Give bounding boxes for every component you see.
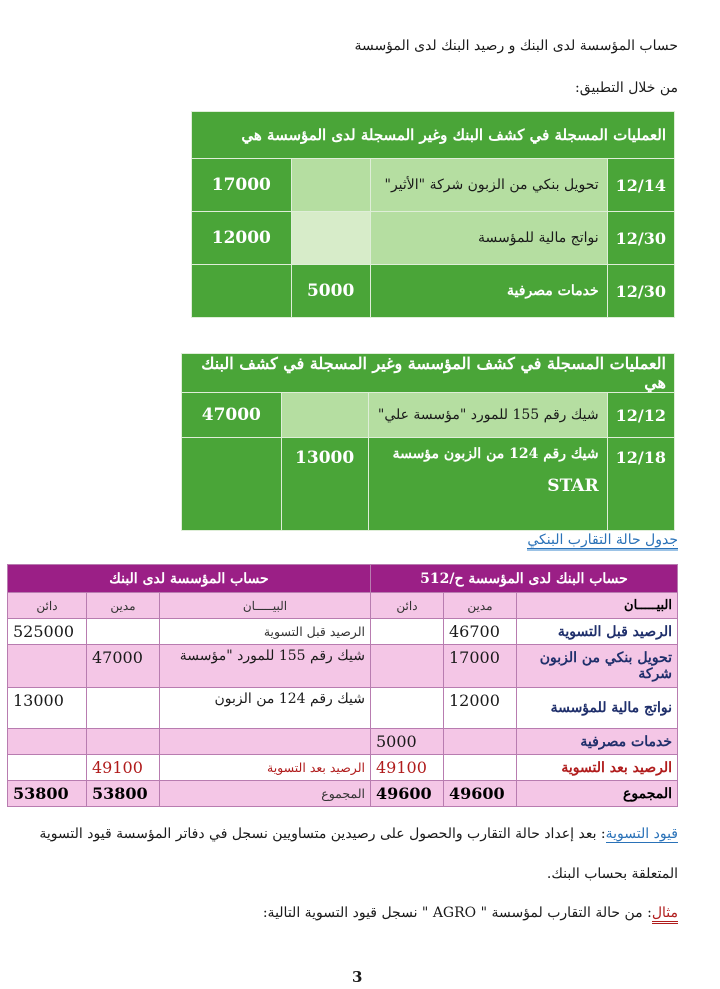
cell-debit: 47000 <box>87 645 160 688</box>
entries-text-line2: المتعلقة بحساب البنك. <box>546 866 678 882</box>
table-row <box>8 729 678 755</box>
col-credit: دائن <box>371 593 444 619</box>
row-label: خدمات مصرفية <box>370 265 607 318</box>
row-label <box>368 438 607 531</box>
row-debit: 13000 <box>281 438 368 531</box>
col-credit: دائن <box>8 593 87 619</box>
col-debit: مدين <box>87 593 160 619</box>
right-header: حساب البنك لدى المؤسسة ح/512 <box>371 565 678 593</box>
cell-debit <box>444 729 517 755</box>
entries-paragraph <box>39 826 678 842</box>
reconciliation-caption: جدول حالة التقارب البنكي <box>527 532 678 548</box>
cell-debit <box>87 729 160 755</box>
col-debit: مدين <box>444 593 517 619</box>
row-date: 12/12 <box>607 393 674 438</box>
table-row <box>192 159 675 212</box>
example-term: مثال <box>652 905 678 924</box>
table-row <box>8 755 678 781</box>
cell-statement: خدمات مصرفية <box>517 729 678 755</box>
cell-credit: 13000 <box>8 688 87 729</box>
cell-debit: 49600 <box>444 781 517 807</box>
row-debit <box>291 212 370 265</box>
row-credit <box>192 265 292 318</box>
cell-credit <box>371 645 444 688</box>
cell-credit: 49100 <box>371 755 444 781</box>
row-debit: 5000 <box>291 265 370 318</box>
cell-debit: 46700 <box>444 619 517 645</box>
entries-term: قيود التسوية <box>605 826 678 842</box>
cell-debit <box>444 755 517 781</box>
page-number: 3 <box>352 968 363 986</box>
cell-debit: 49100 <box>87 755 160 781</box>
bank-statement-operations-table <box>191 111 675 318</box>
cell-debit: 12000 <box>444 688 517 729</box>
table-row <box>192 212 675 265</box>
left-header: حساب المؤسسة لدى البنك <box>8 565 371 593</box>
col-statement: البيـــــان <box>517 593 678 619</box>
table-row <box>182 438 675 531</box>
example-paragraph <box>263 905 678 921</box>
cell-statement: شيك رقم 155 للمورد "مؤسسة <box>160 645 371 688</box>
cell-statement: الرصيد قبل التسوية <box>517 619 678 645</box>
row-label-line2: STAR <box>547 476 599 496</box>
cell-debit <box>87 619 160 645</box>
cell-statement: شيك رقم 124 من الزبون <box>160 688 371 729</box>
col-statement: البيـــــان <box>160 593 371 619</box>
row-label: تحويل بنكي من الزبون شركة "الأثير" <box>370 159 607 212</box>
row-credit <box>182 438 282 531</box>
row-label: شيك رقم 155 للمورد "مؤسسة علي" <box>368 393 607 438</box>
row-date: 12/14 <box>607 159 674 212</box>
table1-header: العمليات المسجلة في كشف البنك وغير المسجلة لدى المؤسسة هي <box>192 112 675 159</box>
cell-debit: 53800 <box>87 781 160 807</box>
cell-credit: 525000 <box>8 619 87 645</box>
cell-statement: تحويل بنكي من الزبون شركة <box>517 645 678 688</box>
cell-credit: 49600 <box>371 781 444 807</box>
table2-header: العمليات المسجلة في كشف المؤسسة وغير المسجلة في كشف البنك هي <box>182 354 675 393</box>
row-credit: 17000 <box>192 159 292 212</box>
row-date: 12/18 <box>607 438 674 531</box>
row-date: 12/30 <box>607 212 674 265</box>
cell-credit: 53800 <box>8 781 87 807</box>
cell-debit: 17000 <box>444 645 517 688</box>
example-text: : من حالة التقارب لمؤسسة " AGRO " نسجل قيود التسوية التالية: <box>262 905 652 921</box>
intro-through: من خلال التطبيق: <box>575 80 678 96</box>
cell-statement: الرصيد بعد التسوية <box>517 755 678 781</box>
reconciliation-table <box>7 564 678 807</box>
cell-credit <box>371 619 444 645</box>
cell-credit: 5000 <box>371 729 444 755</box>
cell-statement: نواتج مالية للمؤسسة <box>517 688 678 729</box>
row-date: 12/30 <box>607 265 674 318</box>
cell-statement: المجموع <box>517 781 678 807</box>
entries-text: : بعد إعداد حالة التقارب والحصول على رصيدين متساويين نسجل في دفاتر المؤسسة قيود التسوية <box>39 826 606 842</box>
cell-statement: المجموع <box>160 781 371 807</box>
row-debit <box>281 393 368 438</box>
cell-credit <box>371 688 444 729</box>
table-row <box>8 688 678 729</box>
cell-credit <box>8 755 87 781</box>
row-label-line1: شيك رقم 124 من الزبون مؤسسة <box>392 446 599 462</box>
table-row <box>8 619 678 645</box>
table-row <box>192 265 675 318</box>
row-debit <box>291 159 370 212</box>
table-row <box>182 393 675 438</box>
cell-debit <box>87 688 160 729</box>
row-credit: 47000 <box>182 393 282 438</box>
company-records-operations-table <box>181 353 675 531</box>
table-row <box>8 645 678 688</box>
cell-credit <box>8 729 87 755</box>
cell-statement: الرصيد بعد التسوية <box>160 755 371 781</box>
cell-statement: الرصيد قبل التسوية <box>160 619 371 645</box>
cell-statement <box>160 729 371 755</box>
row-label: نواتج مالية للمؤسسة <box>370 212 607 265</box>
table-row-total <box>8 781 678 807</box>
intro-title: حساب المؤسسة لدى البنك و رصيد البنك لدى المؤسسة <box>354 38 678 54</box>
cell-credit <box>8 645 87 688</box>
row-credit: 12000 <box>192 212 292 265</box>
